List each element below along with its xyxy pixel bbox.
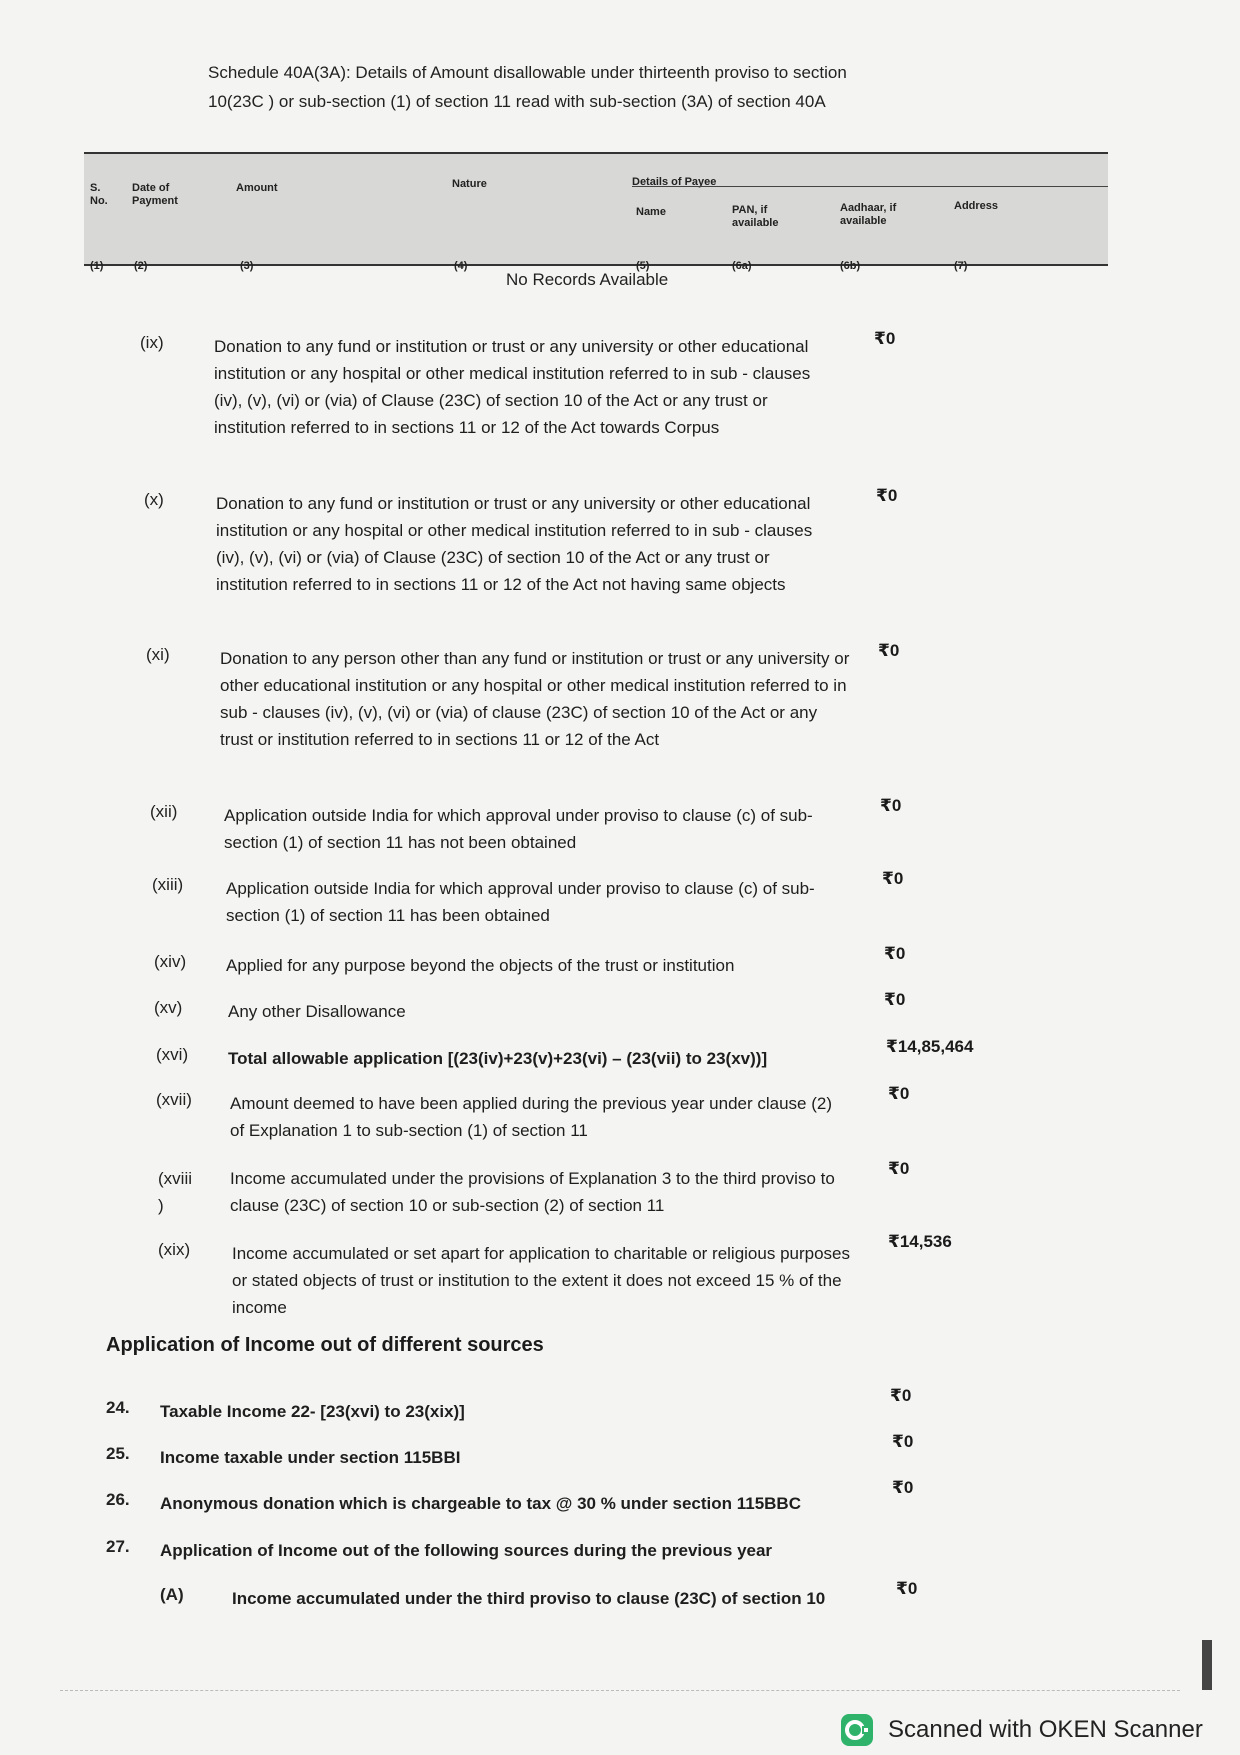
item-value: ₹0: [888, 1084, 910, 1103]
item-value: ₹14,85,464: [886, 1037, 974, 1056]
item-text: Donation to any fund or institution or trust or any university or other educational institution or any hospital or other medical institution referred to in sub - clauses (iv), (v), (vi) or (via) of Clause (23C) of section 10 of the Act or any trust or institution referred to in sections 11 or 12 of the Act towards Corpus: [214, 337, 811, 437]
line-text: Application of Income out of the following sources during the previous year: [160, 1541, 773, 1560]
header-name: Name: [636, 206, 666, 218]
oken-scanner-logo-icon: [840, 1713, 874, 1747]
item-value: ₹0: [878, 641, 900, 660]
payee-table: [84, 152, 1108, 272]
line-number: 26.: [106, 1490, 130, 1509]
item-number: (xvi): [156, 1045, 189, 1064]
no-records-message: No Records Available: [506, 270, 669, 289]
item-value: ₹0: [888, 1159, 910, 1178]
header-address: Address: [954, 200, 999, 212]
item-number: (xvii): [156, 1090, 192, 1109]
item-text: Donation to any person other than any fund or institution or trust or any university or other educational institution or any hospital or other medical institution referred to in sub - clauses (iv), (v), (vi) or (via) of clause (23C) of section 10 of the Act or any trust or institution referred to in sections 11 or 12 of the Act: [220, 649, 850, 749]
item-text: Any other Disallowance: [228, 1002, 406, 1021]
header-sno: S. No.: [90, 182, 108, 207]
col-num: (4): [454, 260, 468, 272]
col-num: (3): [240, 260, 254, 272]
item-number: (xii): [150, 802, 178, 821]
item-text: Income accumulated or set apart for application to charitable or religious purposes or stated objects of trust or institution to the extent it does not exceed 15 % of the income: [232, 1244, 851, 1317]
line-number: 24.: [106, 1398, 130, 1417]
line-number: (A): [160, 1585, 184, 1604]
scanner-text: Scanned with OKEN Scanner: [888, 1716, 1203, 1743]
col-num: (6b): [840, 260, 861, 272]
item-text: Application outside India for which approval under proviso to clause (c) of sub-section (1) of section 11 has been obtained: [226, 879, 815, 925]
header-nature: Nature: [452, 178, 487, 190]
page-edge-mark: [1202, 1640, 1212, 1690]
item-value: ₹0: [880, 796, 902, 815]
item-value: ₹0: [874, 329, 896, 348]
payee-group-divider: [632, 186, 1108, 187]
header-payee-group: Details of Payee: [632, 176, 717, 188]
line-value: ₹0: [892, 1478, 914, 1497]
line-value: ₹0: [890, 1386, 912, 1405]
item-text: Income accumulated under the provisions of Explanation 3 to the third proviso to clause (23C) of section 10 or sub-section (2) of section 11: [230, 1169, 835, 1215]
line-number: 25.: [106, 1444, 130, 1463]
footer-divider: [60, 1690, 1180, 1691]
line-value: ₹0: [896, 1579, 918, 1598]
item-number: (xiv): [154, 952, 187, 971]
col-num: (5): [636, 260, 650, 272]
col-num: (7): [954, 260, 968, 272]
item-number: (x): [144, 490, 164, 509]
item-value: ₹0: [884, 944, 906, 963]
line-number: 27.: [106, 1537, 130, 1556]
line-text: Income accumulated under the third proviso to clause (23C) of section 10: [232, 1589, 826, 1608]
col-num: (1): [90, 260, 104, 272]
header-pan: PAN, if available: [732, 204, 779, 229]
col-num: (2): [134, 260, 148, 272]
line-value: ₹0: [892, 1432, 914, 1451]
scanner-watermark: [840, 1712, 1203, 1748]
item-value: ₹14,536: [888, 1232, 952, 1251]
item-value: ₹0: [882, 869, 904, 888]
item-text: Applied for any purpose beyond the objects of the trust or institution: [226, 956, 735, 975]
item-number: (xi): [146, 645, 170, 664]
header-amount: Amount: [236, 182, 278, 194]
item-number: (xix): [158, 1240, 191, 1259]
header-date: Date of Payment: [132, 182, 178, 207]
item-value: ₹0: [876, 486, 898, 505]
section-heading: Application of Income out of different sources: [106, 1334, 544, 1356]
item-text: Amount deemed to have been applied during the previous year under clause (2) of Explanation 1 to sub-section (1) of section 11: [230, 1094, 832, 1140]
item-value: ₹0: [884, 990, 906, 1009]
item-number: (xviii ): [158, 1169, 192, 1215]
header-aadhaar: Aadhaar, if available: [840, 202, 897, 227]
item-number: (xiii): [152, 875, 184, 894]
item-number: (ix): [140, 333, 164, 352]
col-num: (6a): [732, 260, 752, 272]
line-text: Anonymous donation which is chargeable to tax @ 30 % under section 115BBC: [160, 1494, 801, 1513]
line-text: Taxable Income 22- [23(xvi) to 23(xix)]: [160, 1402, 465, 1421]
schedule-title: Schedule 40A(3A): Details of Amount disallowable under thirteenth proviso to section 10(23C ) or sub-section (1) of section 11 read with sub-section (3A) of section 40A: [208, 63, 847, 111]
item-number: (xv): [154, 998, 183, 1017]
item-text: Application outside India for which approval under proviso to clause (c) of sub-section (1) of section 11 has not been obtained: [224, 806, 813, 852]
item-text: Total allowable application [(23(iv)+23(v)+23(vi) – (23(vii) to 23(xv))]: [228, 1049, 768, 1068]
line-text: Income taxable under section 115BBI: [160, 1448, 461, 1467]
item-text: Donation to any fund or institution or trust or any university or other educational institution or any hospital or other medical institution referred to in sub - clauses (iv), (v), (vi) or (via) of Clause (23C) of section 10 of the Act or any trust or institution referred to in sections 11 or 12 of the Act not having same objects: [216, 494, 813, 594]
